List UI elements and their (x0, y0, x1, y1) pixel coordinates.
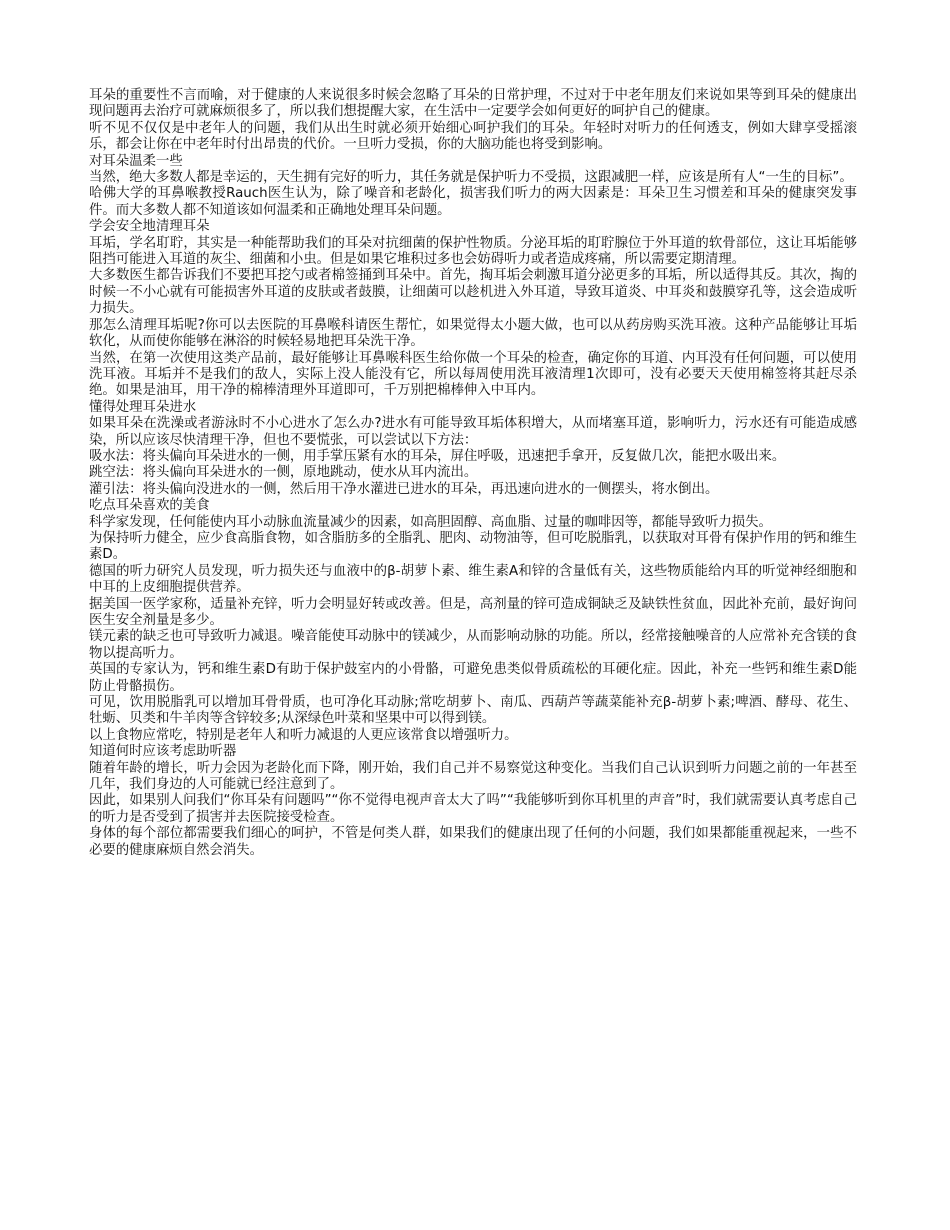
paragraph: 英国的专家认为，钙和维生素D有助于保护鼓室内的小骨骼，可避免患类似骨质疏松的耳硬化症。因此，补充一些钙和维生素D能防止骨骼损伤。 (89, 662, 857, 694)
section-heading-hearing-aid: 知道何时应该考虑助听器 (89, 744, 237, 760)
paragraph-conclusion: 身体的每个部位都需要我们细心的呵护，不管是何类人群，如果我们的健康出现了任何的小问题，我们如果都能重视起来，一些不必要的健康麻烦自然会消失。 (89, 826, 857, 858)
paragraph: 德国的听力研究人员发现，听力损失还与血液中的β-胡萝卜素、维生素A和锌的含量低有关，这些物质能给内耳的听觉神经细胞和中耳的上皮细胞提供营养。 (89, 563, 857, 596)
paragraph: 科学家发现，任何能使内耳小动脉血流量减少的因素，如高胆固醇、高血脂、过量的咖啡因等，都能导致听力损失。 (89, 514, 772, 530)
paragraph-method-flush: 灌引法：将头偏向没进水的一侧，然后用干净水灌进已进水的耳朵，再迅速向进水的一侧摆头，将水倒出。 (89, 481, 719, 497)
paragraph: 随着年龄的增长，听力会因为老龄化而下降，刚开始，我们自己并不易察觉这种变化。当我们自己认识到听力问题之前的一年甚至几年，我们身边的人可能就已经注意到了。 (89, 760, 857, 793)
section-heading-cleaning: 学会安全地清理耳朵 (89, 219, 210, 235)
section-heading-food: 吃点耳朵喜欢的美食 (89, 498, 210, 514)
paragraph: 如果耳朵在洗澡或者游泳时不小心进水了怎么办?进水有可能导致耳垢体积增大，从而堵塞耳道，影响听力，污水还有可能造成感染，所以应该尽快清理干净，但也不要慌张，可以尝试以下方法： (89, 416, 857, 448)
paragraph: 据美国一医学家称，适量补充锌，听力会明显好转或改善。但是，高剂量的锌可造成铜缺乏及缺铁性贫血，因此补充前，最好询问医生安全剂量是多少。 (89, 596, 857, 628)
paragraph: 耳垢，学名耵聍，其实是一种能帮助我们的耳朵对抗细菌的保护性物质。分泌耳垢的耵聍腺位于外耳道的软骨部位，这让耳垢能够阻挡可能进入耳道的灰尘、细菌和小虫。但是如果它堆积过多也会妨碍听力或者造成疼痛，所以需要定期清理。 (89, 235, 857, 268)
paragraph: 可见，饮用脱脂乳可以增加耳骨骨质，也可净化耳动脉;常吃胡萝卜、南瓜、西葫芦等蔬菜能补充β-胡萝卜素;啤酒、酵母、花生、牡蛎、贝类和牛羊肉等含锌较多;从深绿色叶菜和坚果中可以得到镁。 (89, 695, 857, 727)
paragraph-intro-2: 听不见不仅仅是中老年人的问题，我们从出生时就必须开始细心呵护我们的耳朵。年轻时对听力的任何透支，例如大肆享受摇滚乐，都会让你在中老年时付出昂贵的代价。一旦听力受损，你的大脑功能也将受到影响。 (89, 120, 857, 153)
paragraph: 当然，在第一次使用这类产品前，最好能够让耳鼻喉科医生给你做一个耳朵的检查，确定你的耳道、内耳没有任何问题，可以使用洗耳液。耳垢并不是我们的敌人，实际上没人能没有它，所以每周使用洗耳液清理1次即可，没有必要天天使用棉签将其赶尽杀绝。如果是油耳，用干净的棉棒清理外耳道即可，千万别把棉棒伸入中耳内。 (89, 350, 857, 399)
paragraph: 因此，如果别人问我们“你耳朵有问题吗”“你不觉得电视声音太大了吗”“我能够听到你耳机里的声音”时，我们就需要认真考虑自己的听力是否受到了损害并去医院接受检查。 (89, 793, 857, 825)
paragraph-intro-1: 耳朵的重要性不言而喻，对于健康的人来说很多时候会忽略了耳朵的日常护理，不过对于中老年朋友们来说如果等到耳朵的健康出现问题再去治疗可就麻烦很多了，所以我们想提醒大家，在生活中一定要学会如何更好的呵护自己的健康。 (89, 88, 857, 120)
paragraph: 当然，绝大多数人都是幸运的，天生拥有完好的听力，其任务就是保护听力不受损，这跟减肥一样，应该是所有人“一生的目标”。 (89, 170, 853, 186)
paragraph: 以上食物应常吃，特别是老年人和听力减退的人更应该常食以增强听力。 (89, 727, 518, 743)
paragraph: 大多数医生都告诉我们不要把耳挖勺或者棉签捅到耳朵中。首先，掏耳垢会刺激耳道分泌更多的耳垢，所以适得其反。其次，掏的时候一不小心就有可能损害外耳道的皮肤或者鼓膜，让细菌可以趁机进入外耳道，导致耳道炎、中耳炎和鼓膜穿孔等，这会造成听力损失。 (89, 268, 857, 317)
section-heading-water: 懂得处理耳朵进水 (89, 399, 197, 415)
paragraph: 哈佛大学的耳鼻喉教授Rauch医生认为，除了噪音和老龄化，损害我们听力的两大因素是：耳朵卫生习惯差和耳朵的健康突发事件。而大多数人都不知道该如何温柔和正确地处理耳朵问题。 (89, 186, 857, 218)
section-heading-gentle: 对耳朵温柔一些 (89, 153, 183, 169)
paragraph-method-suction: 吸水法：将头偏向耳朵进水的一侧，用手掌压紧有水的耳朵，屏住呼吸，迅速把手拿开，反复做几次，能把水吸出来。 (89, 448, 786, 464)
article-body (89, 88, 857, 859)
paragraph-method-jump: 跳空法：将头偏向耳朵进水的一侧，原地跳动，使水从耳内流出。 (89, 465, 478, 481)
paragraph: 镁元素的缺乏也可导致听力减退。噪音能使耳动脉中的镁减少，从而影响动脉的功能。所以，经常接触噪音的人应常补充含镁的食物以提高听力。 (89, 629, 857, 661)
paragraph: 为保持听力健全，应少食高脂食物，如含脂肪多的全脂乳、肥肉、动物油等，但可吃脱脂乳，以获取对耳骨有保护作用的钙和维生素D。 (89, 530, 857, 563)
paragraph: 那怎么清理耳垢呢?你可以去医院的耳鼻喉科请医生帮忙，如果觉得太小题大做，也可以从药房购买洗耳液。这种产品能够让耳垢软化，从而使你能够在淋浴的时候轻易地把耳朵洗干净。 (89, 317, 857, 350)
